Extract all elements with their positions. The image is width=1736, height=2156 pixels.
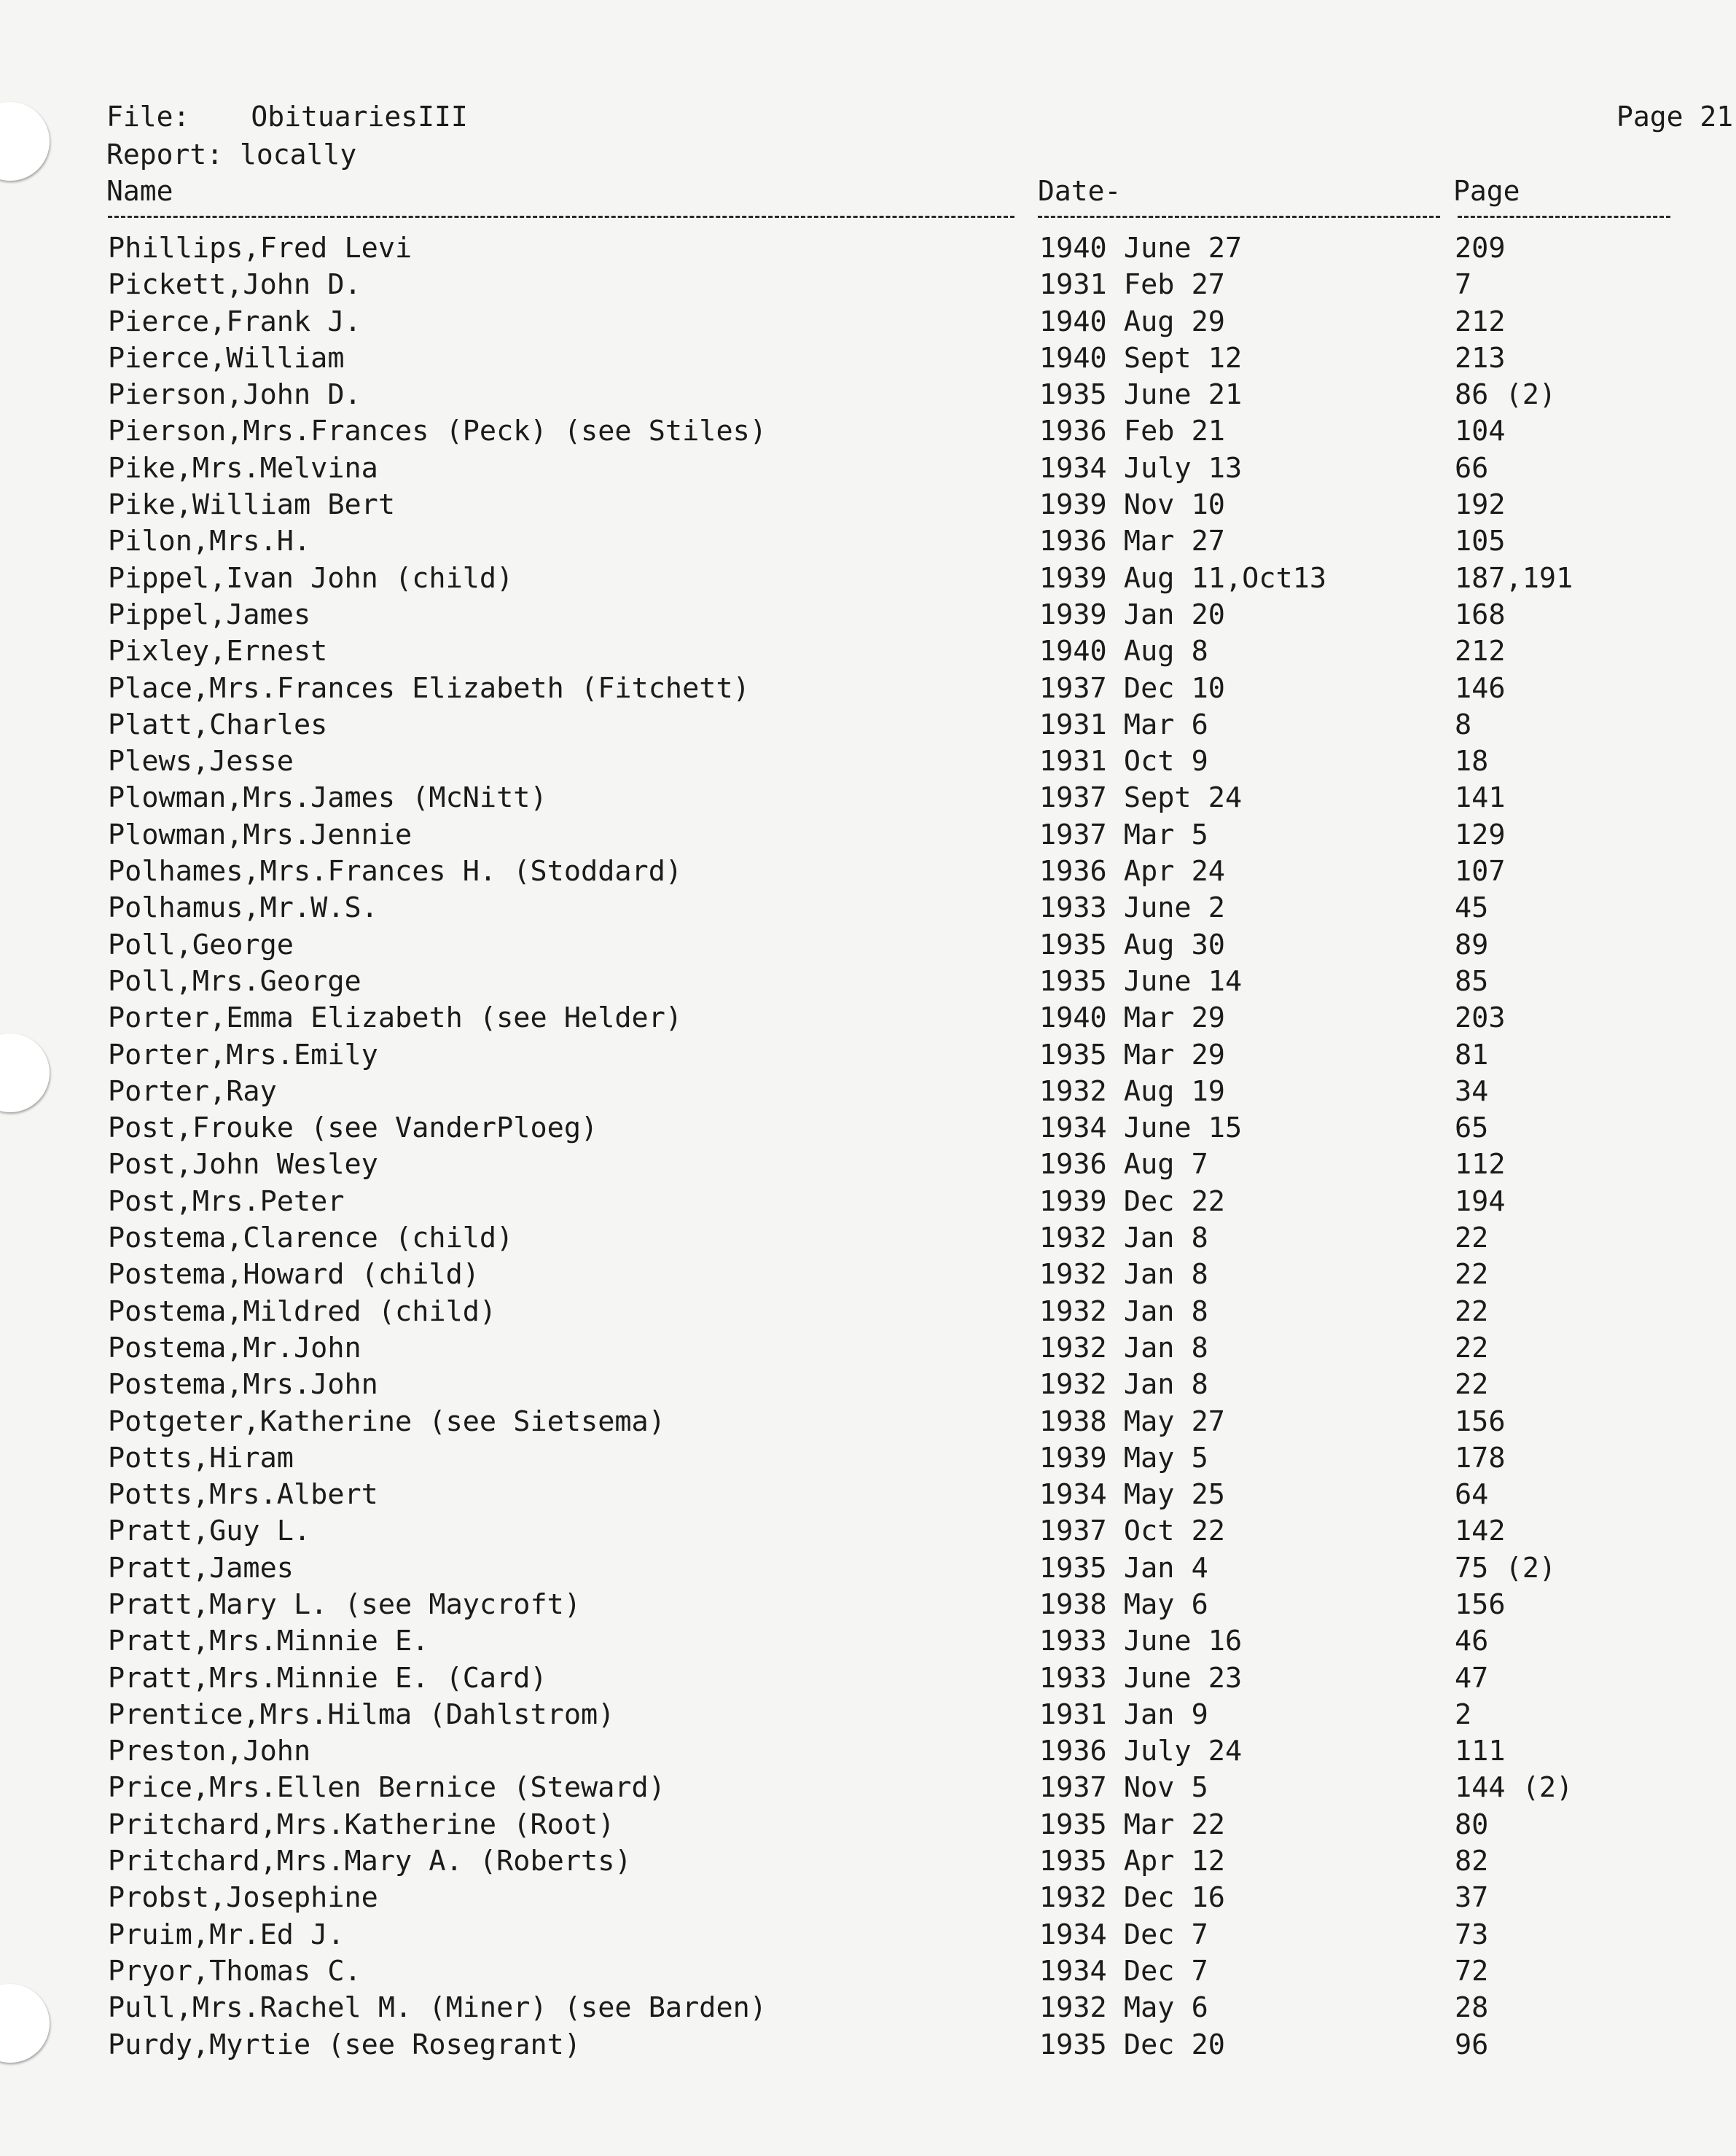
entry-date: 1934 June 15 — [1039, 1112, 1243, 1145]
table-row — [0, 817, 1736, 854]
entry-name: Pierce,William — [108, 341, 345, 375]
table-row — [0, 633, 1736, 670]
table-row — [0, 1587, 1736, 1623]
entry-name: Pierce,Frank J. — [108, 305, 361, 338]
entry-date: 1939 May 5 — [1039, 1441, 1208, 1475]
entry-page: 142 — [1455, 1515, 1506, 1548]
table-row — [0, 964, 1736, 1000]
entry-name: Pratt,Guy L. — [108, 1515, 311, 1548]
table-row — [0, 1220, 1736, 1257]
table-row — [0, 671, 1736, 707]
entry-page: 156 — [1455, 1405, 1506, 1438]
table-row — [0, 450, 1736, 487]
entry-date: 1937 Nov 5 — [1039, 1771, 1208, 1805]
entry-page: 111 — [1455, 1735, 1506, 1768]
entry-page: 80 — [1455, 1808, 1489, 1841]
table-row — [0, 1440, 1736, 1477]
table-row — [0, 1147, 1736, 1183]
entry-date: 1936 Feb 21 — [1039, 415, 1225, 448]
entry-name: Probst,Josephine — [108, 1881, 378, 1915]
entry-name: Pull,Mrs.Rachel M. (Miner) (see Barden) — [108, 1991, 767, 2025]
entry-date: 1940 Sept 12 — [1039, 341, 1243, 375]
entry-page: 75 (2) — [1455, 1551, 1557, 1585]
entry-name: Place,Mrs.Frances Elizabeth (Fitchett) — [108, 671, 750, 705]
entry-date: 1939 Dec 22 — [1039, 1184, 1225, 1218]
entry-page: 65 — [1455, 1112, 1489, 1145]
entry-date: 1937 Oct 22 — [1039, 1515, 1225, 1548]
separator-page — [1458, 216, 1670, 218]
entry-page: 28 — [1455, 1991, 1489, 2025]
entry-date: 1933 June 23 — [1039, 1661, 1243, 1695]
entry-date: 1932 Jan 8 — [1039, 1222, 1208, 1255]
entry-date: 1932 Jan 8 — [1039, 1331, 1208, 1364]
entry-name: Pippel,Ivan John (child) — [108, 561, 514, 595]
table-row — [0, 304, 1736, 340]
entry-page: 45 — [1455, 891, 1489, 925]
entry-page: 34 — [1455, 1074, 1489, 1108]
table-row — [0, 2027, 1736, 2063]
table-row — [0, 487, 1736, 523]
entry-name: Postema,Howard (child) — [108, 1258, 480, 1292]
entry-date: 1935 Aug 30 — [1039, 928, 1225, 961]
entry-name: Plowman,Mrs.James (McNitt) — [108, 781, 547, 815]
entry-date: 1933 June 2 — [1039, 891, 1225, 925]
entry-date: 1937 Sept 24 — [1039, 781, 1243, 815]
entry-page: 156 — [1455, 1587, 1506, 1621]
entry-date: 1936 Mar 27 — [1039, 525, 1225, 558]
entry-date: 1939 Aug 11,Oct13 — [1039, 561, 1327, 595]
report-line — [106, 138, 356, 171]
entry-date: 1932 Aug 19 — [1039, 1074, 1225, 1108]
table-row — [0, 1513, 1736, 1550]
entry-name: Potgeter,Katherine (see Sietsema) — [108, 1405, 665, 1438]
entry-name: Pickett,John D. — [108, 268, 361, 302]
entry-page: 212 — [1455, 635, 1506, 668]
entry-name: Pruim,Mr.Ed J. — [108, 1918, 345, 1951]
table-row — [0, 1733, 1736, 1770]
file-label: File: — [106, 101, 190, 133]
entry-name: Postema,Mr.John — [108, 1331, 361, 1364]
page-number: Page 21 — [1616, 101, 1734, 133]
column-header-date: Date- — [1038, 175, 1122, 207]
entry-name: Pierson,John D. — [108, 378, 361, 412]
entry-date: 1932 Jan 8 — [1039, 1294, 1208, 1328]
entry-name: Poll,George — [108, 928, 294, 961]
entry-date: 1934 Dec 7 — [1039, 1954, 1208, 1988]
entry-date: 1932 Jan 8 — [1039, 1258, 1208, 1292]
entry-date: 1936 Apr 24 — [1039, 855, 1225, 888]
table-row — [0, 1110, 1736, 1147]
entry-name: Poll,Mrs.George — [108, 964, 361, 998]
entry-date: 1935 Jan 4 — [1039, 1551, 1208, 1585]
entry-date: 1931 Jan 9 — [1039, 1698, 1208, 1731]
entry-name: Pratt,Mary L. (see Maycroft) — [108, 1587, 582, 1621]
entry-page: 22 — [1455, 1294, 1489, 1328]
entry-page: 22 — [1455, 1258, 1489, 1292]
entry-name: Purdy,Myrtie (see Rosegrant) — [108, 2028, 582, 2061]
entry-page: 22 — [1455, 1331, 1489, 1364]
entry-date: 1934 May 25 — [1039, 1478, 1225, 1512]
entry-name: Platt,Charles — [108, 708, 328, 741]
punch-hole-top — [0, 102, 50, 181]
entry-page: 82 — [1455, 1845, 1489, 1878]
entry-name: Pippel,James — [108, 598, 311, 631]
table-row — [0, 1770, 1736, 1806]
table-row — [0, 1953, 1736, 1990]
entry-name: Porter,Mrs.Emily — [108, 1038, 378, 1071]
table-row — [0, 523, 1736, 560]
entry-page: 112 — [1455, 1148, 1506, 1181]
table-row — [0, 1184, 1736, 1220]
table-row — [0, 1843, 1736, 1880]
entry-name: Polhames,Mrs.Frances H. (Stoddard) — [108, 855, 683, 888]
entry-page: 144 (2) — [1455, 1771, 1573, 1805]
entry-page: 37 — [1455, 1881, 1489, 1915]
table-row — [0, 743, 1736, 780]
table-row — [0, 1697, 1736, 1733]
entry-date: 1940 June 27 — [1039, 232, 1243, 265]
entry-date: 1935 Mar 22 — [1039, 1808, 1225, 1841]
table-row — [0, 1294, 1736, 1330]
entry-name: Postema,Clarence (child) — [108, 1222, 514, 1255]
entry-name: Porter,Ray — [108, 1074, 277, 1108]
entry-page: 209 — [1455, 232, 1506, 265]
entry-date: 1934 July 13 — [1039, 451, 1243, 485]
table-row — [0, 1037, 1736, 1074]
table-row — [0, 1074, 1736, 1110]
entry-date: 1938 May 27 — [1039, 1405, 1225, 1438]
entry-page: 46 — [1455, 1625, 1489, 1658]
entry-page: 203 — [1455, 1001, 1506, 1035]
entry-name: Pratt,Mrs.Minnie E. (Card) — [108, 1661, 547, 1695]
column-header-page: Page — [1453, 175, 1520, 207]
table-row — [0, 1367, 1736, 1403]
table-row — [0, 1257, 1736, 1293]
entry-name: Pierson,Mrs.Frances (Peck) (see Stiles) — [108, 415, 767, 448]
report-value: locally — [240, 138, 357, 171]
entry-date: 1931 Feb 27 — [1039, 268, 1225, 302]
table-row — [0, 1990, 1736, 2026]
entry-date: 1933 June 16 — [1039, 1625, 1243, 1658]
entry-date: 1932 May 6 — [1039, 1991, 1208, 2025]
entry-date: 1932 Dec 16 — [1039, 1881, 1225, 1915]
entry-name: Pratt,James — [108, 1551, 294, 1585]
separator-date — [1038, 216, 1440, 218]
table-row — [0, 1917, 1736, 1953]
obituary-list — [0, 230, 1736, 2063]
entry-page: 18 — [1455, 745, 1489, 778]
entry-date: 1936 Aug 7 — [1039, 1148, 1208, 1181]
entry-name: Pritchard,Mrs.Katherine (Root) — [108, 1808, 615, 1841]
entry-page: 22 — [1455, 1368, 1489, 1402]
table-row — [0, 597, 1736, 633]
table-row — [0, 413, 1736, 450]
entry-name: Post,Frouke (see VanderPloeg) — [108, 1112, 598, 1145]
table-row — [0, 561, 1736, 597]
entry-date: 1935 June 14 — [1039, 964, 1243, 998]
column-header-name: Name — [106, 175, 173, 207]
entry-name: Post,John Wesley — [108, 1148, 378, 1181]
entry-name: Plowman,Mrs.Jennie — [108, 818, 413, 851]
entry-name: Prentice,Mrs.Hilma (Dahlstrom) — [108, 1698, 615, 1731]
entry-page: 85 — [1455, 964, 1489, 998]
entry-name: Potts,Mrs.Albert — [108, 1478, 378, 1512]
entry-page: 129 — [1455, 818, 1506, 851]
entry-name: Price,Mrs.Ellen Bernice (Steward) — [108, 1771, 665, 1805]
separator-name — [108, 216, 1014, 218]
table-row — [0, 1477, 1736, 1513]
table-row — [0, 1330, 1736, 1367]
entry-date: 1931 Oct 9 — [1039, 745, 1208, 778]
entry-name: Preston,John — [108, 1735, 311, 1768]
entry-name: Pilon,Mrs.H. — [108, 525, 311, 558]
entry-name: Plews,Jesse — [108, 745, 294, 778]
entry-date: 1937 Mar 5 — [1039, 818, 1208, 851]
entry-date: 1939 Jan 20 — [1039, 598, 1225, 631]
table-row — [0, 1807, 1736, 1843]
entry-date: 1940 Aug 29 — [1039, 305, 1225, 338]
entry-page: 22 — [1455, 1222, 1489, 1255]
entry-page: 105 — [1455, 525, 1506, 558]
entry-page: 213 — [1455, 341, 1506, 375]
entry-date: 1931 Mar 6 — [1039, 708, 1208, 741]
table-row — [0, 340, 1736, 377]
entry-page: 194 — [1455, 1184, 1506, 1218]
entry-page: 168 — [1455, 598, 1506, 631]
entry-name: Post,Mrs.Peter — [108, 1184, 345, 1218]
table-row — [0, 267, 1736, 303]
entry-page: 81 — [1455, 1038, 1489, 1071]
table-row — [0, 890, 1736, 926]
table-row — [0, 1660, 1736, 1697]
entry-page: 89 — [1455, 928, 1489, 961]
entry-page: 187,191 — [1455, 561, 1573, 595]
entry-page: 86 (2) — [1455, 378, 1557, 412]
entry-date: 1936 July 24 — [1039, 1735, 1243, 1768]
entry-date: 1932 Jan 8 — [1039, 1368, 1208, 1402]
entry-name: Pike,Mrs.Melvina — [108, 451, 378, 485]
entry-page: 146 — [1455, 671, 1506, 705]
table-row — [0, 1000, 1736, 1036]
report-label: Report: — [106, 138, 224, 171]
file-line — [106, 101, 468, 133]
file-value: ObituariesIII — [251, 101, 468, 133]
entry-name: Postema,Mildred (child) — [108, 1294, 497, 1328]
entry-date: 1938 May 6 — [1039, 1587, 1208, 1621]
entry-page: 8 — [1455, 708, 1472, 741]
entry-date: 1935 Dec 20 — [1039, 2028, 1225, 2061]
entry-page: 212 — [1455, 305, 1506, 338]
entry-name: Postema,Mrs.John — [108, 1368, 378, 1402]
entry-page: 64 — [1455, 1478, 1489, 1512]
entry-date: 1937 Dec 10 — [1039, 671, 1225, 705]
entry-name: Pryor,Thomas C. — [108, 1954, 361, 1988]
table-row — [0, 230, 1736, 267]
entry-name: Polhamus,Mr.W.S. — [108, 891, 378, 925]
table-row — [0, 854, 1736, 890]
table-row — [0, 707, 1736, 743]
entry-page: 192 — [1455, 488, 1506, 522]
table-row — [0, 1404, 1736, 1440]
entry-date: 1940 Mar 29 — [1039, 1001, 1225, 1035]
table-row — [0, 927, 1736, 964]
entry-page: 66 — [1455, 451, 1489, 485]
entry-name: Pike,William Bert — [108, 488, 396, 522]
table-row — [0, 1550, 1736, 1587]
entry-name: Pritchard,Mrs.Mary A. (Roberts) — [108, 1845, 632, 1878]
entry-page: 104 — [1455, 415, 1506, 448]
entry-page: 141 — [1455, 781, 1506, 815]
entry-name: Potts,Hiram — [108, 1441, 294, 1475]
entry-date: 1935 June 21 — [1039, 378, 1243, 412]
entry-date: 1935 Mar 29 — [1039, 1038, 1225, 1071]
entry-name: Pratt,Mrs.Minnie E. — [108, 1625, 429, 1658]
entry-page: 72 — [1455, 1954, 1489, 1988]
entry-page: 7 — [1455, 268, 1472, 302]
entry-date: 1934 Dec 7 — [1039, 1918, 1208, 1951]
entry-date: 1935 Apr 12 — [1039, 1845, 1225, 1878]
entry-page: 178 — [1455, 1441, 1506, 1475]
entry-page: 2 — [1455, 1698, 1472, 1731]
table-row — [0, 780, 1736, 816]
entry-page: 107 — [1455, 855, 1506, 888]
entry-name: Porter,Emma Elizabeth (see Helder) — [108, 1001, 683, 1035]
table-row — [0, 1880, 1736, 1916]
entry-date: 1940 Aug 8 — [1039, 635, 1208, 668]
table-row — [0, 377, 1736, 413]
entry-page: 47 — [1455, 1661, 1489, 1695]
entry-page: 73 — [1455, 1918, 1489, 1951]
entry-page: 96 — [1455, 2028, 1489, 2061]
entry-name: Phillips,Fred Levi — [108, 232, 413, 265]
entry-date: 1939 Nov 10 — [1039, 488, 1225, 522]
table-row — [0, 1623, 1736, 1660]
entry-name: Pixley,Ernest — [108, 635, 328, 668]
